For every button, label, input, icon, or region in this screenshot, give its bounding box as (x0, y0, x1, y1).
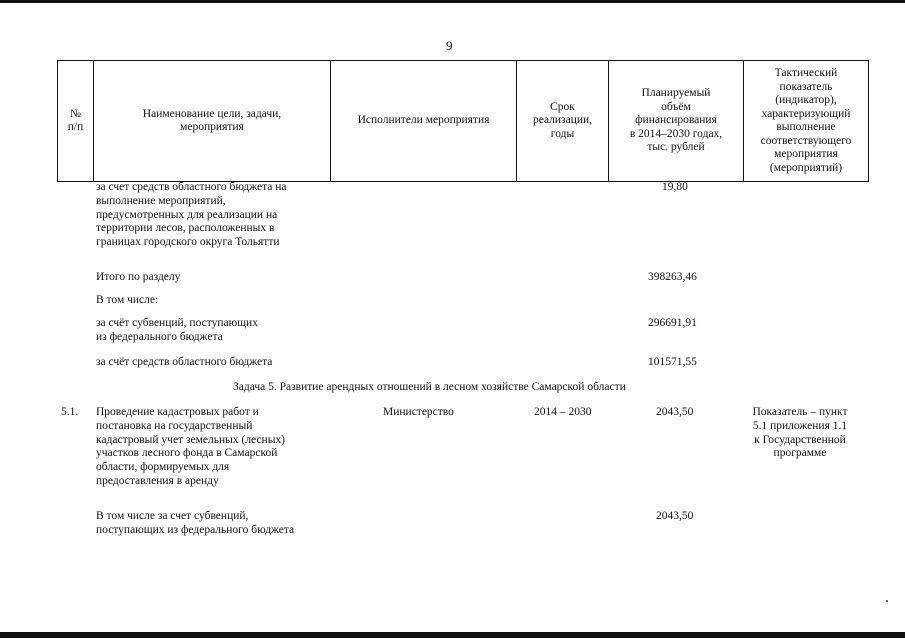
item-5-1-federal-text: В том числе за счет субвенций, поступающих из федерального бюджета (96, 510, 295, 536)
row-federal-subventions-amount: 296691,91 (648, 317, 697, 329)
scan-top-edge (0, 0, 905, 3)
item-5-1-indicator: Показатель – пункт 5.1 приложения 1.1 к Государственной программе (752, 406, 848, 460)
row-including-text: В том числе: (96, 294, 159, 306)
item-5-1-amount: 2043,50 (656, 406, 694, 418)
scan-bottom-edge (0, 632, 905, 638)
page-number: 9 (446, 38, 453, 53)
item-5-1-text: Проведение кадастровых работ и постановка на государственный кадастровый учет земельных (лесных) участков лесного фонда в Самарской области, формируемых для предоставления в аренду (96, 406, 286, 487)
table-header (57, 60, 869, 182)
task-5-heading: Задача 5. Развитие арендных отношений в лесном хозяйстве Самарской области (233, 381, 626, 393)
item-5-1-executor: Министерство (383, 406, 454, 418)
item-5-1-federal-amount: 2043,50 (656, 510, 694, 522)
item-5-1-number: 5.1. (61, 406, 79, 418)
row-federal-subventions-text: за счёт субвенций, поступающих из федерального бюджета (96, 317, 258, 343)
header-executors: Исполнители мероприятия (331, 61, 517, 182)
row-section-total-text: Итого по разделу (96, 271, 181, 283)
header-indicator: Тактический показатель (индикатор), характеризующий выполнение соответствующего мероприятия (мероприятий) (744, 61, 869, 182)
row-regional-budget-forest-text: за счет средств областного бюджета на выполнение мероприятий, предусмотренных для реализации на территории лесов, расположенных в границах городского округа Тольятти (96, 181, 287, 249)
item-5-1-term: 2014 – 2030 (534, 406, 592, 418)
header-number: № п/п (58, 61, 94, 182)
row-regional-budget-amount: 101571,55 (648, 356, 697, 368)
row-regional-budget-forest-amount: 19,80 (662, 181, 688, 193)
header-term: Срок реализации, годы (517, 61, 609, 182)
row-regional-budget-text: за счёт средств областного бюджета (96, 356, 273, 368)
header-funding: Планируемый объём финансирования в 2014–2030 годах, тыс. рублей (609, 61, 744, 182)
header-name: Наименование цели, задачи, мероприятия (94, 61, 331, 182)
row-section-total-amount: 398263,46 (648, 271, 697, 283)
scan-speck (886, 600, 888, 602)
